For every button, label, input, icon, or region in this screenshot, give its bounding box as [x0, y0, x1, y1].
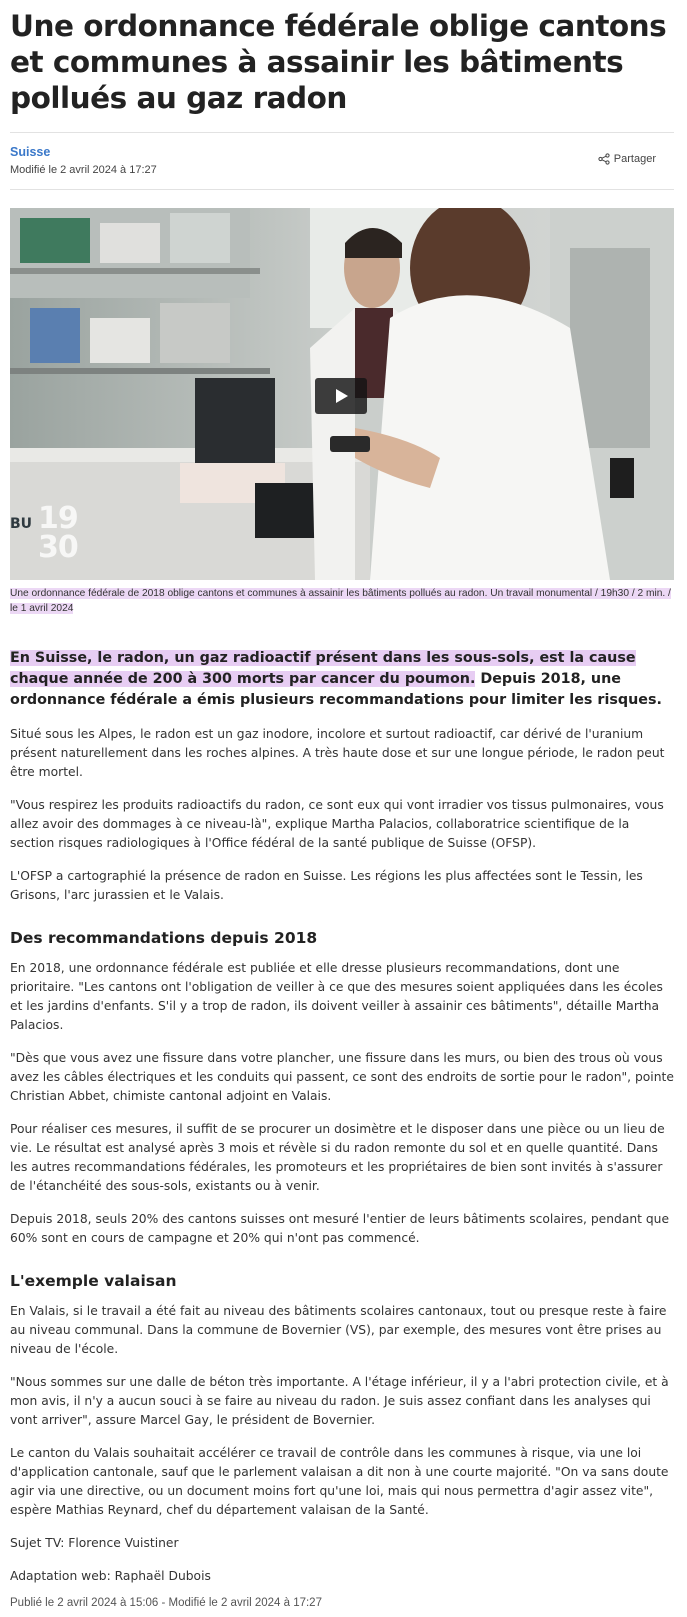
paragraph: "Dès que vous avez une fissure dans votre plancher, une fissure dans les murs, ou bien des trous où vous avez les câbles électriques et les conduits qui passent, ce sont des endroits de sortie pour le radon", pointe Christian Abbet, chimiste cantonal adjoint en Valais.: [10, 1051, 674, 1103]
paragraph: En Valais, si le travail a été fait au niveau des bâtiments scolaires cantonaux, tout ou presque reste à faire au niveau communal. Dans la commune de Bovernier (VS), par exemple, des mesures vont être prises au niveau de l'école.: [10, 1304, 667, 1356]
share-label: Partager: [613, 153, 656, 165]
paragraph: "Nous sommes sur une dalle de béton très importante. A l'étage inférieur, il y a l'abri protection civile, et à mon avis, il n'y a aucun souci à se faire au niveau du radon. Je suis assez confiant dans les analyses qui vont arriver", assure Marcel Gay, le président de Bovernier.: [10, 1375, 669, 1427]
lead-highlight: En Suisse, le radon, un gaz radioactif présent dans les sous-sols, est la cause chaque année de 200 à 300 morts par cancer du poumon.: [10, 650, 636, 687]
paragraph: Pour réaliser ces mesures, il suffit de se procurer un dosimètre et le disposer dans une pièce ou un lieu de vie. Le résultat est analysé après 3 mois et révèle si du radon remonte du sol et en quelle quantité. Dans les autres recommandations fédérales, les promoteurs et les propriétaires de bien sont invités à s'assurer de l'étanchéité des sous-sols, existants ou à venir.: [10, 1122, 665, 1193]
svg-text:BU: BU: [10, 516, 33, 532]
article-meta: [10, 133, 674, 189]
section-heading: L'exemple valaisan: [10, 1272, 177, 1290]
modified-date: Modifié le 2 avril 2024 à 17:27: [10, 164, 157, 176]
paragraph: Le canton du Valais souhaitait accélérer ce travail de contrôle dans les communes à risque, via une loi d'application cantonale, sauf que le parlement valaisan a dit non à une courte majorité. "On va sans doute agir via une directive, ou un document moins fort qu'une loi, mais qui nous permettra d'agir assez vite", espère Mathias Reynard, chef du département valaisan de la Santé.: [10, 1446, 669, 1517]
article-lead: [10, 648, 674, 711]
paragraph: En 2018, une ordonnance fédérale est publiée et elle dresse plusieurs recommandations, dont une prioritaire. "Les cantons ont l'obligation de veiller à ce que des mesures soient appliquées dans les écoles et les jardins d'enfants. S'il y a trop de radon, ils doivent veiller à assainir ces bâtiments", détaille Martha Palacios.: [10, 961, 663, 1032]
play-button[interactable]: [315, 378, 367, 414]
publication-dates: Publié le 2 avril 2024 à 15:06 - Modifié le 2 avril 2024 à 17:27: [10, 1597, 322, 1609]
paragraph: "Vous respirez les produits radioactifs du radon, ce sont eux qui vont irradier vos tissus pulmonaires, vous allez avoir des dommages à ce niveau-là", explique Martha Palacios, collaboratrice scientifique de la section risques radiologiques à l'Office fédéral de la santé publique de Suisse (OFSP).: [10, 798, 664, 850]
1930-logo: 19 30: [38, 501, 78, 565]
rubric-link[interactable]: Suisse: [10, 145, 51, 159]
video-caption: Une ordonnance fédérale de 2018 oblige cantons et communes à assainir les bâtiments pollués au radon. Un travail monumental / 19h30 / 2 min. / le 1 avril 2024: [10, 588, 671, 614]
paragraph: L'OFSP a cartographié la présence de radon en Suisse. Les régions les plus affectées sont le Tessin, les Grisons, l'arc jurassien et le Valais.: [10, 869, 643, 902]
article-title: Une ordonnance fédérale oblige cantons et communes à assainir les bâtiments pollués au gaz radon: [10, 9, 667, 115]
divider: [10, 189, 674, 190]
video-player[interactable]: [10, 208, 674, 580]
paragraph: Depuis 2018, seuls 20% des cantons suisses ont mesuré l'entier de leurs bâtiments scolaires, pendant que 60% sont en cours de campagne et 20% qui n'ont pas commencé.: [10, 1212, 670, 1245]
share-button[interactable]: [598, 153, 656, 165]
credit-web: Adaptation web: Raphaël Dubois: [10, 1569, 211, 1583]
section-heading: Des recommandations depuis 2018: [10, 929, 318, 947]
paragraph: Situé sous les Alpes, le radon est un gaz inodore, incolore et surtout radioactif, car dérivé de l'uranium présent naturellement dans les roches alpines. A très haute dose et sur une longue période, le radon peut être mortel.: [10, 727, 665, 779]
lead-rest: Depuis 2018, une ordonnance fédérale a émis plusieurs recommandations pour limiter les risques.: [10, 671, 662, 708]
credit-tv: Sujet TV: Florence Vuistiner: [10, 1536, 179, 1550]
share-icon: [598, 153, 610, 165]
